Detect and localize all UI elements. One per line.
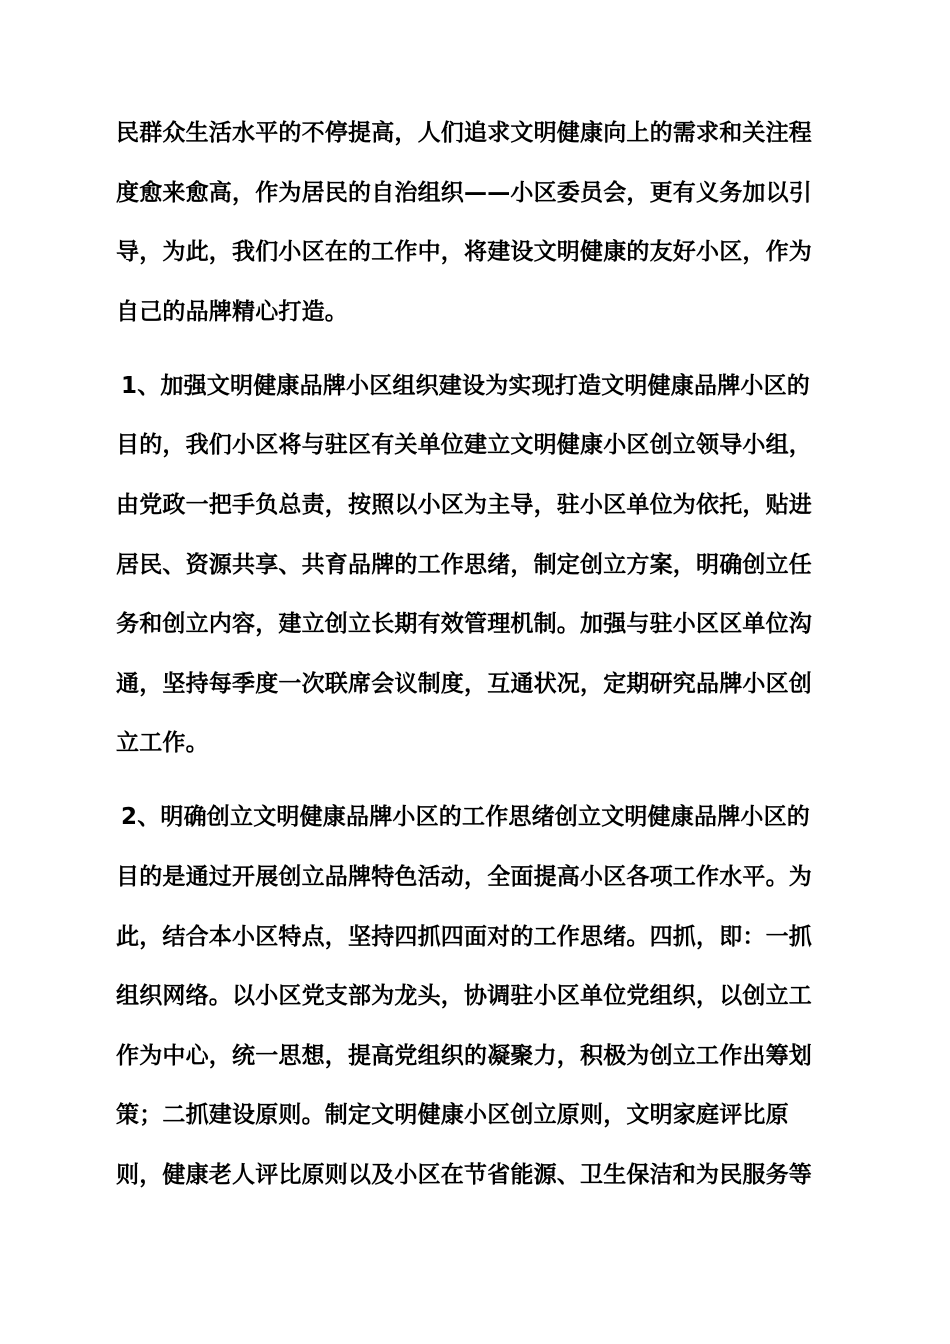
text-line: 2、明确创立文明健康品牌小区的工作思绪创立文明健康品牌小区的 — [121, 804, 811, 830]
text-line: 度愈来愈高，作为居民的自治组织——小区委员会，更有义务加以引 — [116, 180, 812, 206]
text-line: 民群众生活水平的不停提高，人们追求文明健康向上的需求和关注程 — [116, 120, 812, 146]
text-line: 则，健康老人评比原则以及小区在节省能源、卫生保洁和为民服务等 — [116, 1162, 812, 1188]
text-line: 导，为此，我们小区在的工作中，将建设文明健康的友好小区，作为 — [116, 239, 812, 265]
text-line: 策；二抓建设原则。制定文明健康小区创立原则，文明家庭评比原 — [116, 1102, 789, 1128]
text-line: 居民、资源共享、共育品牌的工作思绪，制定创立方案，明确创立任 — [116, 552, 812, 578]
text-line: 1、加强文明健康品牌小区组织建设为实现打造文明健康品牌小区的 — [121, 373, 811, 399]
text-line: 由党政一把手负总责，按照以小区为主导，驻小区单位为依托，贴进 — [116, 492, 812, 518]
text-line: 组织网络。以小区党支部为龙头，协调驻小区单位党组织，以创立工 — [116, 983, 812, 1009]
text-line: 务和创立内容，建立创立长期有效管理机制。加强与驻小区区单位沟 — [116, 611, 812, 637]
text-line: 此，结合本小区特点，坚持四抓四面对的工作思绪。四抓，即：一抓 — [116, 924, 812, 950]
text-line: 自己的品牌精心打造。 — [116, 299, 348, 325]
text-line: 作为中心，统一思想，提高党组织的凝聚力，积极为创立工作出筹划 — [116, 1043, 812, 1069]
text-line: 立工作。 — [116, 730, 209, 756]
text-line: 通，坚持每季度一次联席会议制度，互通状况，定期研究品牌小区创 — [116, 671, 812, 697]
text-line: 目的，我们小区将与驻区有关单位建立文明健康小区创立领导小组， — [116, 432, 812, 458]
text-line: 目的是通过开展创立品牌特色活动，全面提高小区各项工作水平。为 — [116, 864, 812, 890]
